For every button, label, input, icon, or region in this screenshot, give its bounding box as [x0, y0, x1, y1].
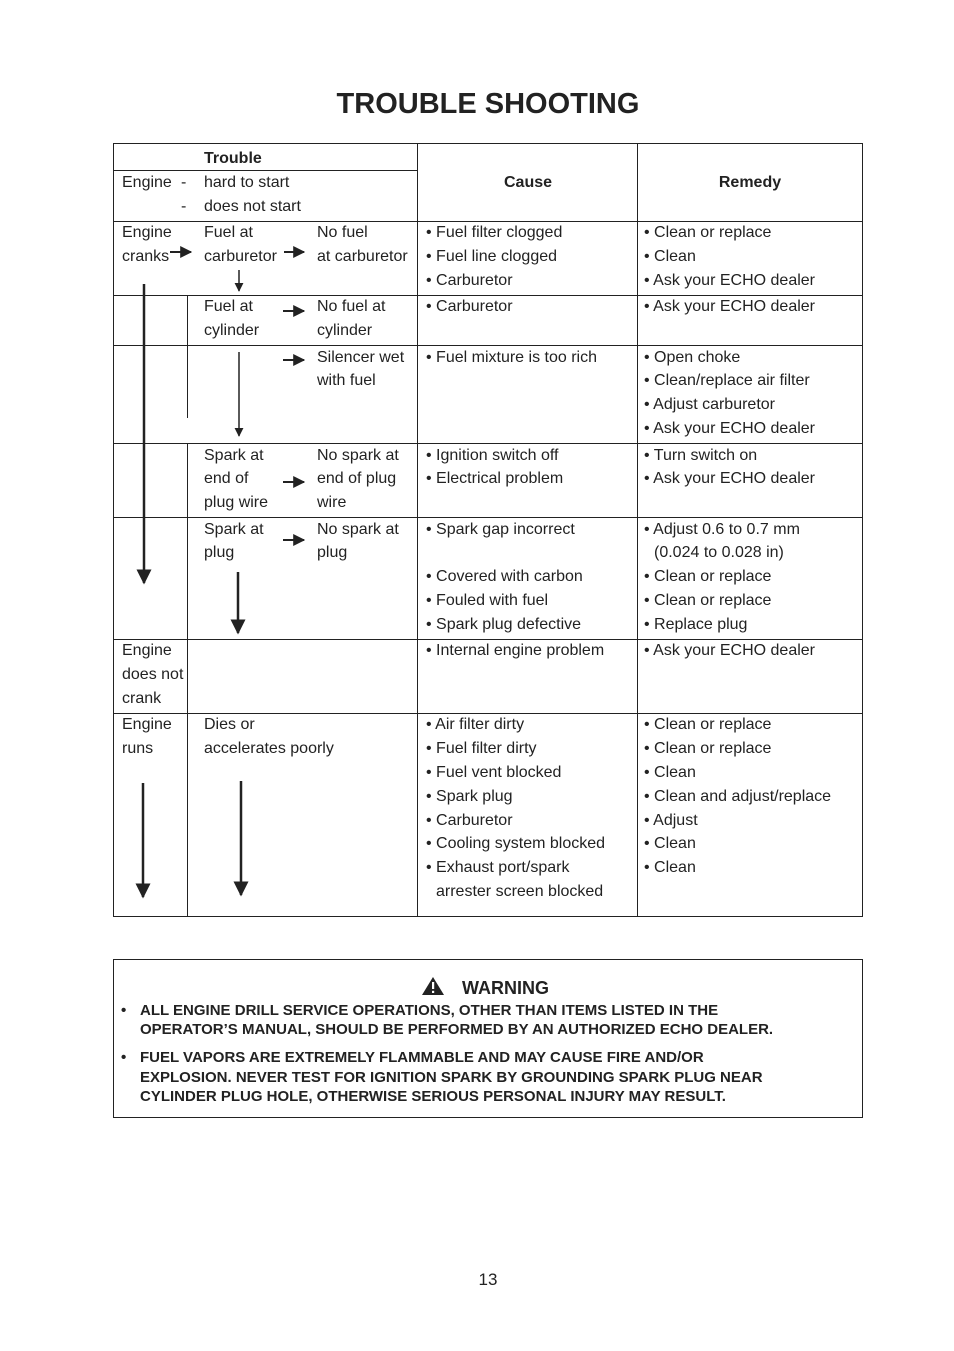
remedy-item: • Ask your ECHO dealer: [644, 470, 815, 487]
cause-item: • Fuel line clogged: [426, 248, 558, 265]
header-dash: -: [181, 198, 187, 215]
cause-item: • Internal engine problem: [426, 642, 605, 659]
warning-title: WARNING: [462, 978, 549, 998]
remedy-item: • Clean: [644, 248, 696, 265]
cause-item: • Electrical problem: [426, 470, 564, 487]
warning-triangle-icon: [421, 976, 445, 996]
remedy-item: • Clean or replace: [644, 592, 772, 609]
engine-runs-label: runs: [122, 740, 154, 757]
cause-item: • Spark plug defective: [426, 616, 582, 633]
remedy-item: • Adjust carburetor: [644, 396, 775, 413]
remedy-item: • Adjust 0.6 to 0.7 mm: [644, 521, 800, 538]
remedy-item: • Ask your ECHO dealer: [644, 420, 815, 437]
trouble-step: plug wire: [204, 494, 269, 511]
engine-not-crank-label: does not: [122, 666, 184, 683]
trouble-result: Silencer wet: [317, 349, 405, 366]
cause-item: • Carburetor: [426, 272, 513, 289]
cause-item: • Ignition switch off: [426, 447, 559, 464]
warning-bullet: •: [121, 1049, 127, 1066]
trouble-step: plug: [204, 544, 235, 561]
page-number: 13: [478, 1270, 498, 1289]
cause-item: • Exhaust port/spark: [426, 859, 570, 876]
trouble-step: Dies or: [204, 716, 255, 733]
header-engine: Engine: [122, 174, 172, 191]
trouble-result: No spark at: [317, 447, 399, 464]
remedy-item: • Adjust: [644, 812, 698, 829]
cause-item: • Fuel vent blocked: [426, 764, 562, 781]
remedy-item: • Clean or replace: [644, 224, 772, 241]
cause-item: • Fuel filter clogged: [426, 224, 563, 241]
trouble-step: Spark at: [204, 521, 264, 538]
trouble-result: No fuel at: [317, 298, 386, 315]
remedy-item: • Clean/replace air filter: [644, 372, 810, 389]
engine-not-crank-label: crank: [122, 690, 162, 707]
remedy-item: • Clean: [644, 764, 696, 781]
remedy-item: • Turn switch on: [644, 447, 758, 464]
trouble-result: No fuel: [317, 224, 368, 241]
remedy-item: • Clean: [644, 835, 696, 852]
header-hard-to-start: hard to start: [204, 174, 290, 191]
engine-cranks-label: Engine: [122, 224, 172, 241]
cause-item: arrester screen blocked: [436, 883, 604, 900]
cause-item: • Covered with carbon: [426, 568, 583, 585]
remedy-item: (0.024 to 0.028 in): [654, 544, 784, 561]
trouble-step: Spark at: [204, 447, 264, 464]
remedy-item: • Ask your ECHO dealer: [644, 298, 815, 315]
cause-header: Cause: [503, 174, 553, 191]
warning-text: CYLINDER PLUG HOLE, OTHERWISE SERIOUS PERSONAL INJURY MAY RESULT.: [140, 1088, 726, 1105]
trouble-step: end of: [204, 470, 249, 487]
remedy-header: Remedy: [718, 174, 782, 191]
cause-item: • Carburetor: [426, 812, 513, 829]
remedy-item: • Open choke: [644, 349, 741, 366]
engine-runs-label: Engine: [122, 716, 172, 733]
warning-text: EXPLOSION. NEVER TEST FOR IGNITION SPARK BY GROUNDING SPARK PLUG NEAR: [140, 1069, 763, 1086]
trouble-step: Fuel at: [204, 298, 253, 315]
engine-not-crank-label: Engine: [122, 642, 172, 659]
remedy-item: • Clean or replace: [644, 740, 772, 757]
trouble-header: Trouble: [204, 150, 262, 167]
trouble-step: carburetor: [204, 248, 277, 265]
cause-item: • Fuel filter dirty: [426, 740, 537, 757]
cause-item: • Air filter dirty: [426, 716, 525, 733]
remedy-item: • Ask your ECHO dealer: [644, 272, 815, 289]
trouble-result: with fuel: [317, 372, 376, 389]
trouble-result: plug: [317, 544, 348, 561]
warning-text: ALL ENGINE DRILL SERVICE OPERATIONS, OTHER THAN ITEMS LISTED IN THE: [140, 1002, 719, 1019]
remedy-item: • Replace plug: [644, 616, 748, 633]
trouble-step: cylinder: [204, 322, 260, 339]
trouble-result: at carburetor: [317, 248, 408, 265]
cause-item: • Cooling system blocked: [426, 835, 606, 852]
warning-text: FUEL VAPORS ARE EXTREMELY FLAMMABLE AND MAY CAUSE FIRE AND/OR: [140, 1049, 704, 1066]
remedy-item: • Clean or replace: [644, 716, 772, 733]
header-dash: -: [181, 174, 187, 191]
warning-bullet: •: [121, 1002, 127, 1019]
page-title: TROUBLE SHOOTING: [336, 88, 640, 120]
header-does-not-start: does not start: [204, 198, 301, 215]
warning-text: OPERATOR’S MANUAL, SHOULD BE PERFORMED BY AN AUTHORIZED ECHO DEALER.: [140, 1021, 774, 1038]
cause-item: • Spark plug: [426, 788, 513, 805]
engine-cranks-label: cranks: [122, 248, 170, 265]
remedy-item: • Clean and adjust/replace: [644, 788, 832, 805]
remedy-item: • Clean or replace: [644, 568, 772, 585]
cause-item: • Spark gap incorrect: [426, 521, 575, 538]
trouble-step: Fuel at: [204, 224, 253, 241]
cause-item: • Fouled with fuel: [426, 592, 549, 609]
trouble-result: No spark at: [317, 521, 399, 538]
trouble-step: accelerates poorly: [204, 740, 334, 757]
remedy-item: • Ask your ECHO dealer: [644, 642, 815, 659]
cause-item: • Carburetor: [426, 298, 513, 315]
trouble-result: cylinder: [317, 322, 373, 339]
trouble-result: wire: [317, 494, 347, 511]
cause-item: • Fuel mixture is too rich: [426, 349, 597, 366]
trouble-result: end of plug: [317, 470, 397, 487]
remedy-item: • Clean: [644, 859, 696, 876]
